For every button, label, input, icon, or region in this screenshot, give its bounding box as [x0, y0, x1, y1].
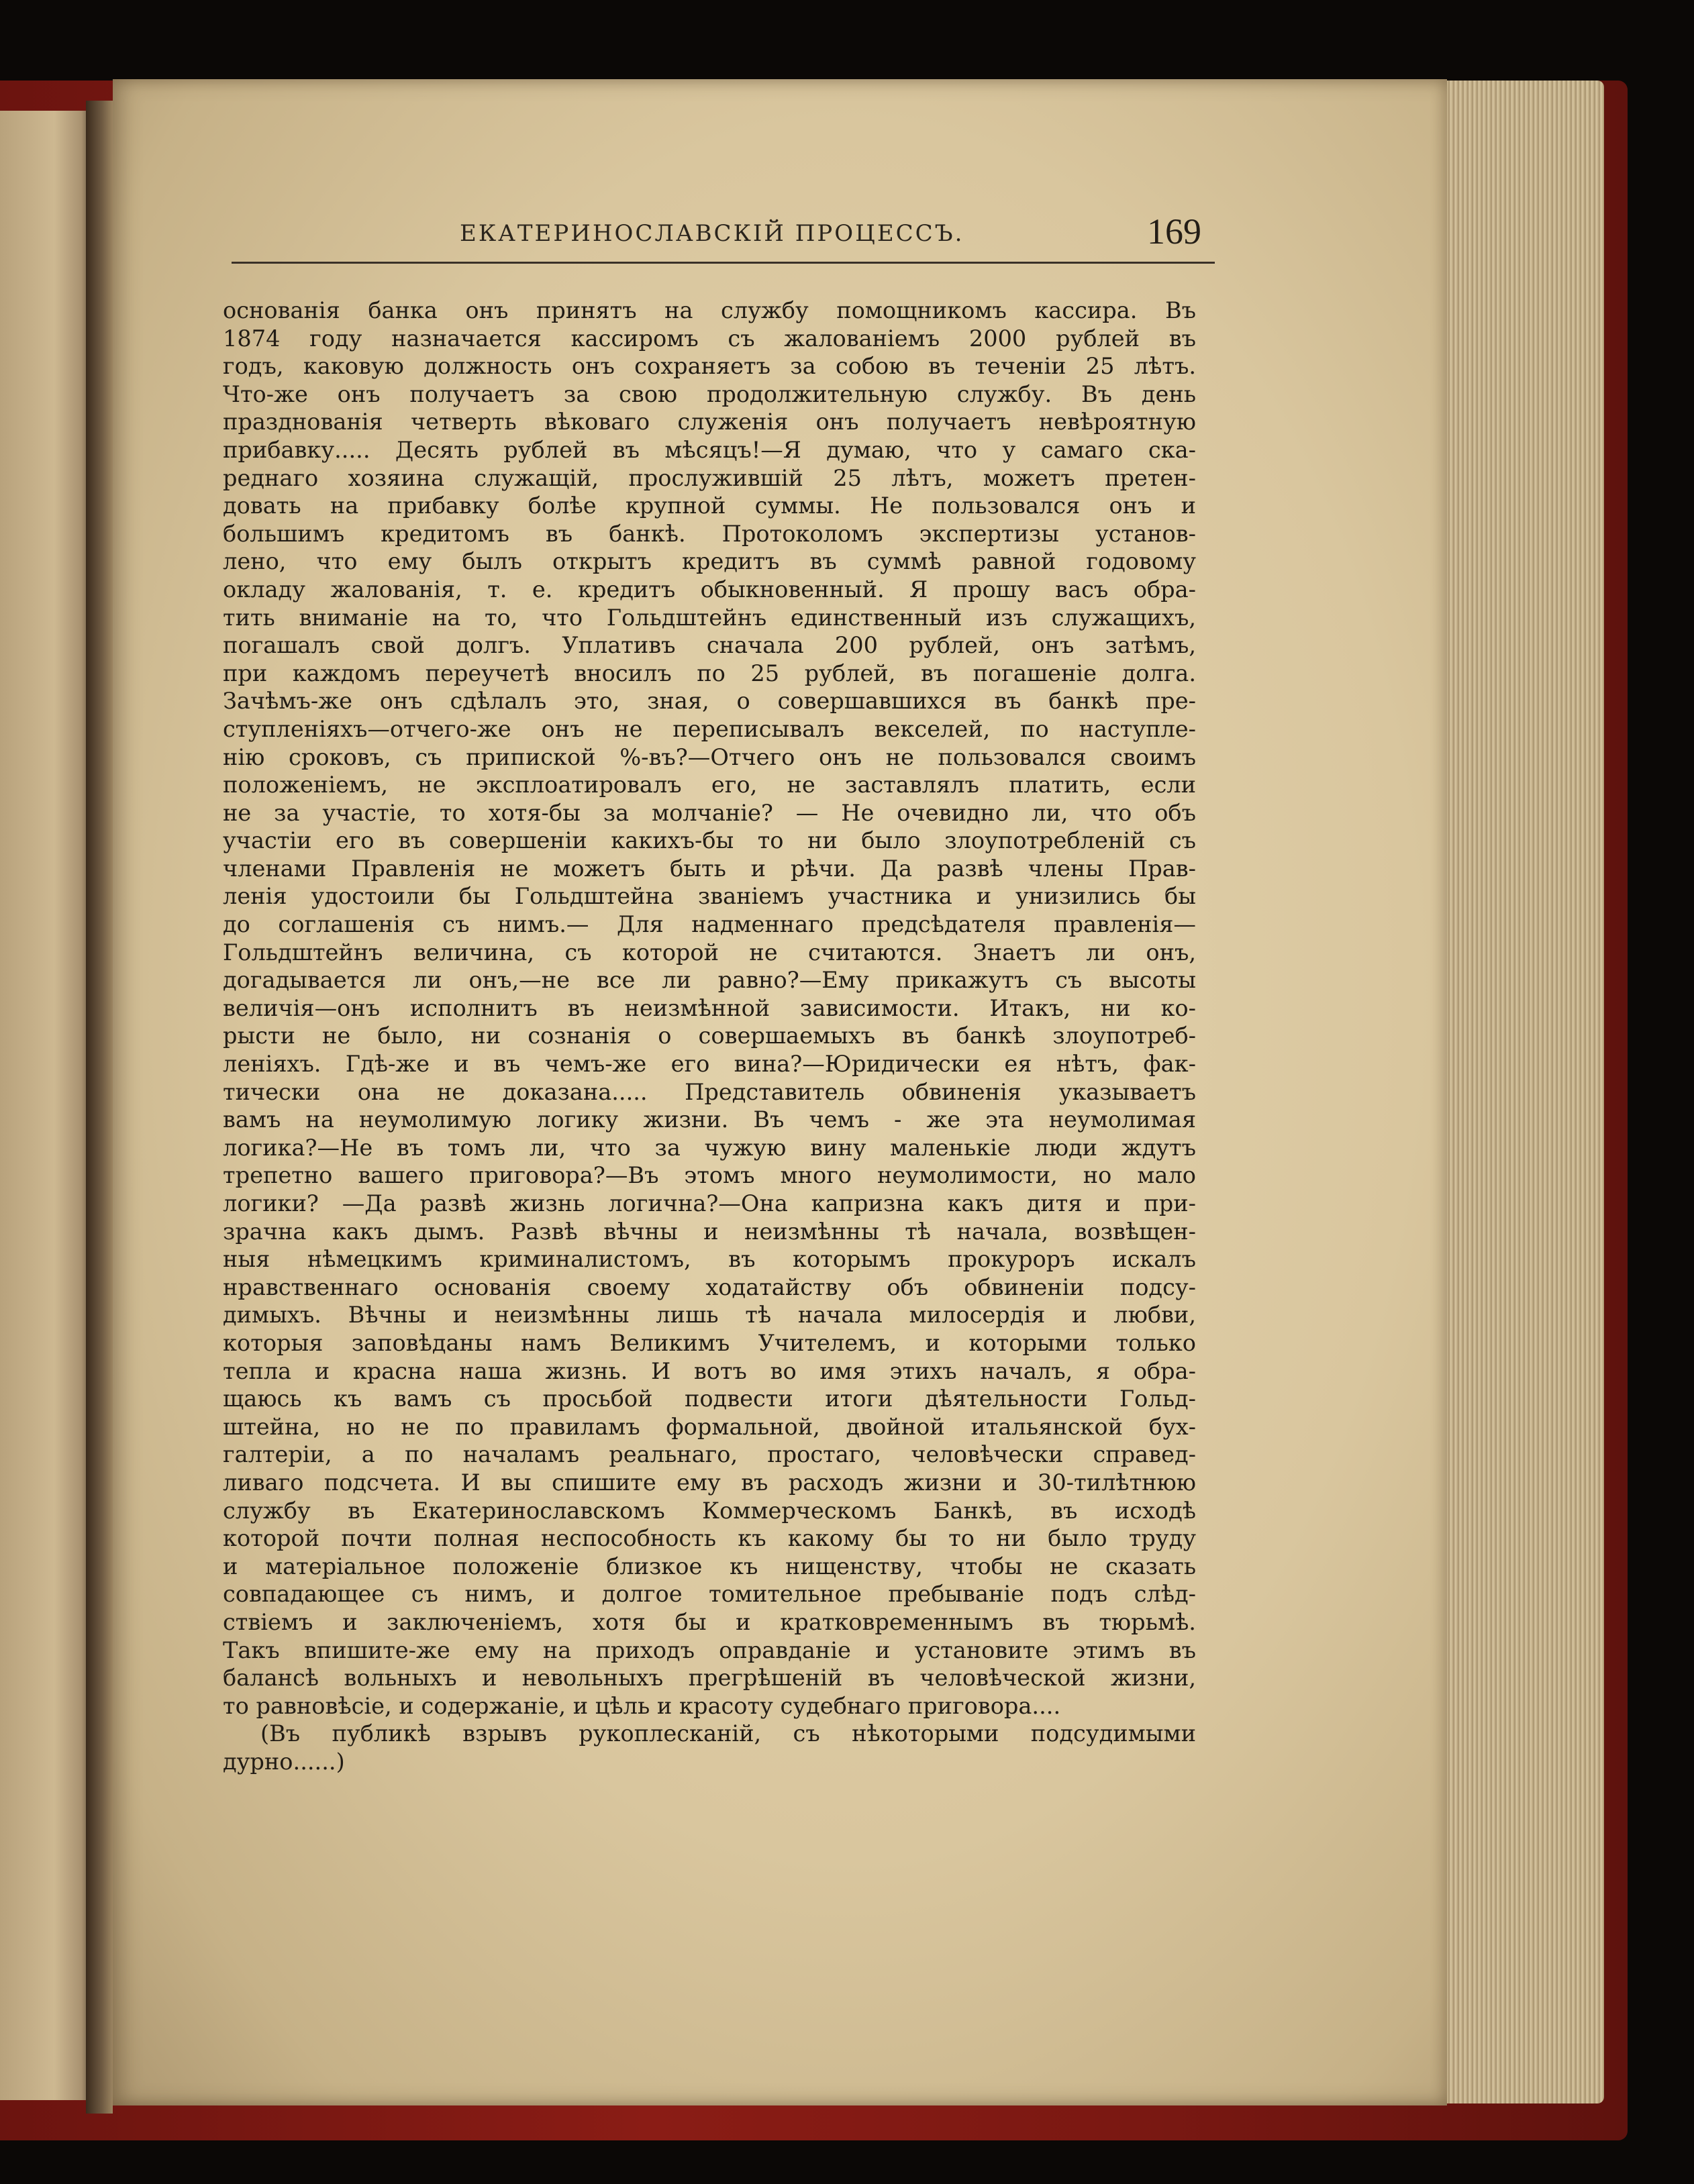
text-line: погашалъ свой долгъ. Уплативъ сначала 200 рублей, онъ затѣмъ, — [223, 632, 1196, 659]
text-line: нравственнаго основанія своему ходатайству объ обвиненіи подсу- — [223, 1273, 1196, 1300]
text-line: празднованія четверть вѣковаго служенія онъ получаетъ невѣроятную — [223, 409, 1196, 435]
text-line: (Въ публикѣ взрывъ рукоплесканій, съ нѣкоторыми подсудимыми — [260, 1720, 1196, 1747]
page-block-edges — [1436, 81, 1604, 2103]
text-line: Такъ впишите-же ему на приходъ оправданіе и установите этимъ въ — [223, 1636, 1196, 1663]
text-line: при каждомъ переучетѣ вносилъ по 25 рублей, въ погашеніе долга. — [223, 660, 1196, 686]
text-line: рысти не было, ни сознанія о совершаемыхъ въ банкѣ злоупотреб- — [223, 1023, 1196, 1049]
text-line: штейна, но не по правиламъ формальной, двойной итальянской бух- — [223, 1413, 1196, 1440]
page-header — [218, 211, 1215, 262]
text-line: годъ, каковую должность онъ сохраняетъ за собою въ теченіи 25 лѣтъ. — [223, 353, 1196, 380]
text-line: членами Правленія не можетъ быть и рѣчи. Да развѣ члены Прав- — [223, 855, 1196, 882]
text-line: димыхъ. Вѣчны и неизмѣнны лишь тѣ начала милосердія и любви, — [223, 1302, 1196, 1329]
text-line: галтеріи, а по началамъ реальнаго, простаго, человѣчески справед- — [223, 1441, 1196, 1468]
page-number: 169 — [1147, 211, 1201, 252]
text-line: щаюсь къ вамъ съ просьбой подвести итоги дѣятельности Гольд- — [223, 1386, 1196, 1412]
text-line: которой почти полная неспособность къ какому бы то ни было труду — [223, 1525, 1196, 1552]
text-line: логики? —Да развѣ жизнь логична?—Она капризна какъ дитя и при- — [223, 1190, 1196, 1216]
text-line: балансѣ вольныхъ и невольныхъ прегрѣшеній въ человѣческой жизни, — [223, 1665, 1196, 1692]
text-line: положеніемъ, не эксплоатировалъ его, не заставлялъ платить, если — [223, 772, 1196, 798]
text-line: окладу жалованія, т. е. кредитъ обыкновенный. Я прошу васъ обра- — [223, 576, 1196, 603]
text-line: ливаго подсчета. И вы спишите ему въ расходъ жизни и 30-тилѣтнюю — [223, 1469, 1196, 1496]
text-line: то равновѣсіе, и содержаніе, и цѣль и красоту судебнаго приговора.... — [223, 1692, 1061, 1719]
text-line: нію сроковъ, съ припиской %-въ?—Отчего онъ не пользовался своимъ — [223, 743, 1196, 770]
running-title: ЕКАТЕРИНОСЛАВСКІЙ ПРОЦЕССЪ. — [460, 220, 964, 247]
text-line: участіи его въ совершеніи какихъ-бы то ни было злоупотребленій съ — [223, 827, 1196, 854]
text-line: до соглашенія съ нимъ.— Для надменнаго предсѣдателя правленія— — [223, 911, 1196, 938]
text-line: ствіемъ и заключеніемъ, хотя бы и кратковременнымъ въ тюрьмѣ. — [223, 1608, 1196, 1635]
left-facing-page — [0, 111, 91, 2100]
text-line: Гольдштейнъ величина, съ которой не считаются. Знаетъ ли онъ, — [223, 939, 1196, 966]
text-line: дурно......) — [223, 1748, 345, 1775]
text-line: лено, что ему былъ открытъ кредитъ въ суммѣ равной годовому — [223, 548, 1196, 575]
text-line: и матеріальное положеніе близкое къ нищенству, чтобы не сказать — [223, 1553, 1196, 1579]
text-line: величія—онъ исполнитъ въ неизмѣнной зависимости. Итакъ, ни ко- — [223, 994, 1196, 1021]
text-line: ленія удостоили бы Гольдштейна званіемъ участника и унизились бы — [223, 883, 1196, 910]
text-line: тить вниманіе на то, что Гольдштейнъ единственный изъ служащихъ, — [223, 604, 1196, 631]
book-gutter — [86, 101, 113, 2114]
text-line: довать на прибавку болѣе крупной суммы. Не пользовался онъ и — [223, 492, 1196, 519]
text-line: реднаго хозяина служащій, прослужившій 25 лѣтъ, можетъ претен- — [223, 464, 1196, 491]
header-rule — [232, 262, 1215, 264]
text-line: зрачна какъ дымъ. Развѣ вѣчны и неизмѣнны тѣ начала, возвѣщен- — [223, 1218, 1196, 1245]
text-line: большимъ кредитомъ въ банкѣ. Протоколомъ экспертизы установ- — [223, 520, 1196, 547]
text-line: догадывается ли онъ,—не все ли равно?—Ему прикажутъ съ высоты — [223, 967, 1196, 994]
text-line: логика?—Не въ томъ ли, что за чужую вину маленькіе люди ждутъ — [223, 1134, 1196, 1161]
text-line: совпадающее съ нимъ, и долгое томительное пребываніе подъ слѣд- — [223, 1581, 1196, 1608]
text-line: тепла и красна наша жизнь. И вотъ во имя этихъ началъ, я обра- — [223, 1357, 1196, 1384]
text-line: вамъ на неумолимую логику жизни. Въ чемъ - же эта неумолимая — [223, 1106, 1196, 1133]
text-line: трепетно вашего приговора?—Въ этомъ много неумолимости, но мало — [223, 1162, 1196, 1189]
text-line: ныя нѣмецкимъ криминалистомъ, въ которымъ прокуроръ искалъ — [223, 1246, 1196, 1273]
text-line: тически она не доказана..... Представитель обвиненія указываетъ — [223, 1078, 1196, 1105]
text-line: леніяхъ. Гдѣ-же и въ чемъ-же его вина?—Юридически ея нѣтъ, фак- — [223, 1051, 1196, 1078]
text-line: ступленіяхъ—отчего-же онъ не переписывалъ векселей, по наступле- — [223, 715, 1196, 742]
text-line: которыя заповѣданы намъ Великимъ Учителемъ, и которыми только — [223, 1329, 1196, 1356]
text-line: службу въ Екатеринославскомъ Коммерческомъ Банкѣ, въ исходѣ — [223, 1497, 1196, 1524]
text-line: основанія банка онъ принятъ на службу помощникомъ кассира. Въ — [223, 297, 1196, 323]
body-text — [223, 297, 1196, 1775]
text-line: 1874 году назначается кассиромъ съ жалованіемъ 2000 рублей въ — [223, 325, 1196, 352]
text-line: Что-же онъ получаетъ за свою продолжительную службу. Въ день — [223, 380, 1196, 407]
text-line: прибавку..... Десять рублей въ мѣсяцъ!—Я думаю, что у самаго ска- — [223, 436, 1196, 463]
text-line: Зачѣмъ-же онъ сдѣлалъ это, зная, о совершавшихся въ банкѣ пре- — [223, 688, 1196, 715]
text-line: не за участіе, то хотя-бы за молчаніе? — Не очевидно ли, что объ — [223, 799, 1196, 826]
